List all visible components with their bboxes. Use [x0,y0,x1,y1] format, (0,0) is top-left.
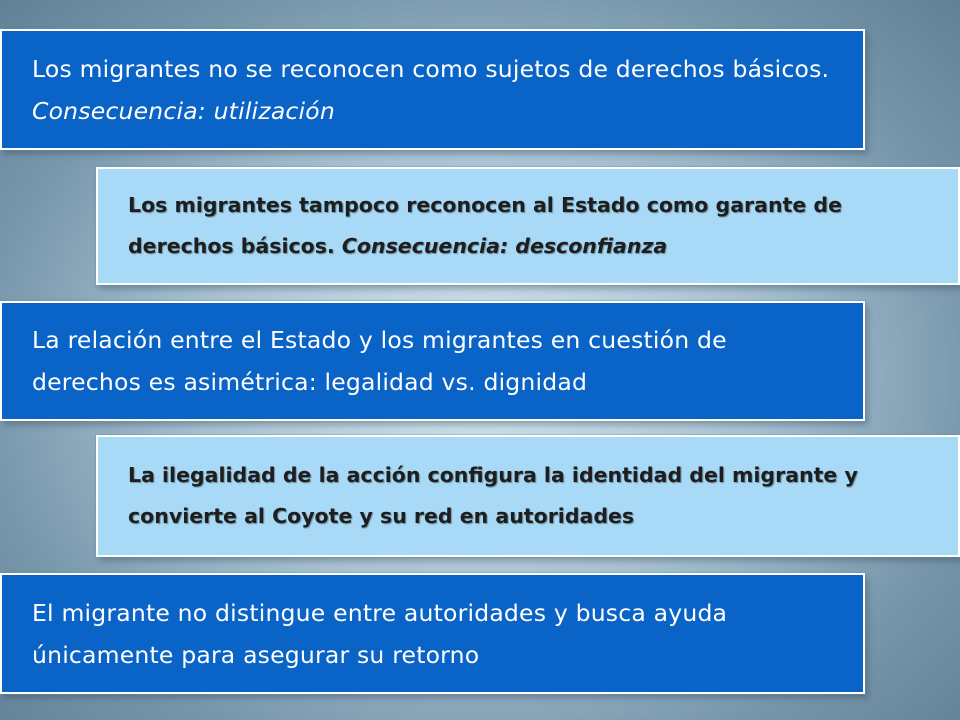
statement-text-4: La ilegalidad de la acción configura la identidad del migrante y convierte al Coyote y su red en autoridades [128,463,858,528]
statement-1-body: Los migrantes no se reconocen como sujetos de derechos básicos. [32,54,830,83]
statement-2-body: Los migrantes tampoco reconocen al Estado como garante de derechos básicos. [128,193,842,258]
statement-box-2 [96,167,960,285]
statement-box-1 [0,29,865,150]
statement-text-5: El migrante no distingue entre autoridades y busca ayuda únicamente para asegurar su retorno [32,598,728,669]
statement-1-consequence: Consecuencia: utilización [32,96,335,125]
statement-text-2 [128,185,936,267]
statement-box-5 [0,573,865,694]
statement-box-4 [96,435,960,557]
statement-text-3: La relación entre el Estado y los migrantes en cuestión de derechos es asimétrica: legalidad vs. dignidad [32,326,727,396]
statement-2-consequence: Consecuencia: desconfianza [341,234,668,258]
statement-text-1 [32,48,843,132]
statement-box-3 [0,301,865,421]
